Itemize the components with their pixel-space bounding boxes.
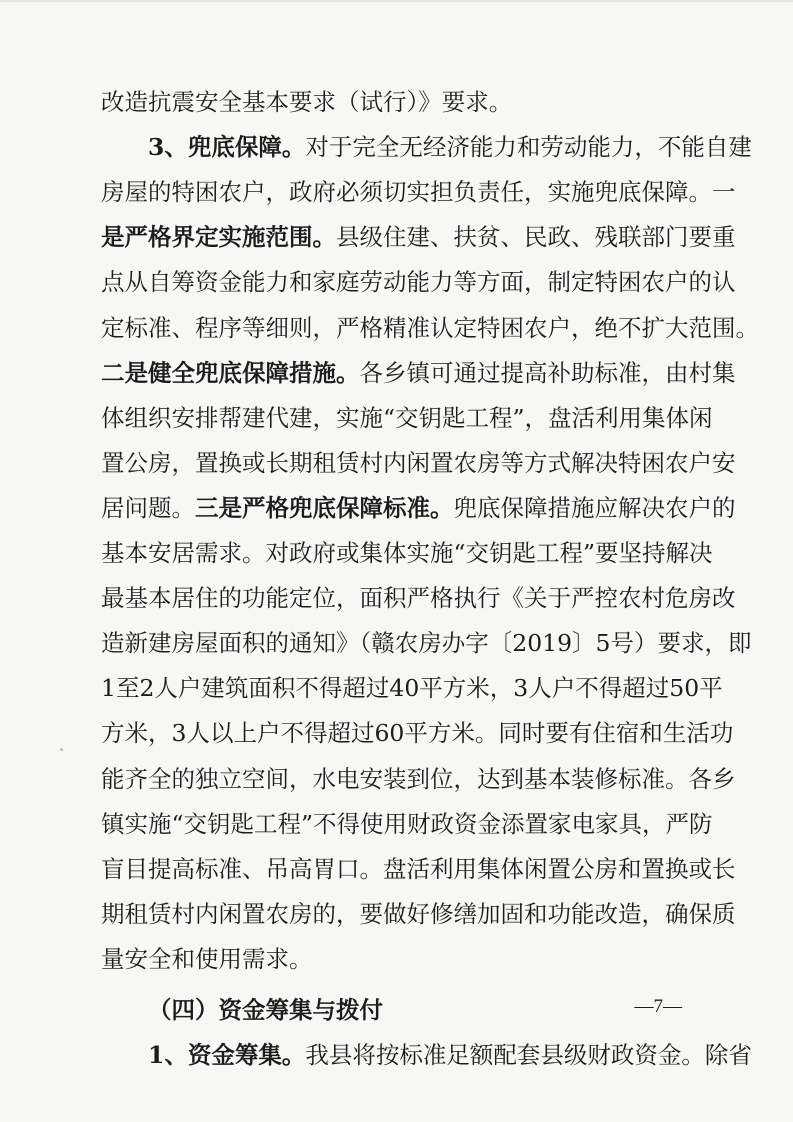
text-segment: 房屋的特困农户，政府必须切实担负责任，实施兜底保障。一 — [101, 178, 736, 206]
text-line — [101, 628, 752, 658]
text-segment: 盲目提高标准、吊高胃口。盘活利用集体闲置公房和置换或长 — [101, 855, 736, 883]
text-segment: 居问题。 — [101, 494, 195, 522]
text-line — [101, 267, 736, 297]
text-line — [101, 854, 736, 884]
text-segment: 各乡镇可通过提高补助标准，由村集 — [359, 359, 736, 387]
bold-text-segment: 1、资金筹集。 — [148, 1041, 306, 1069]
bold-text-segment: 是严格界定实施范围。 — [101, 223, 336, 251]
text-line — [101, 673, 723, 703]
text-segment: 点从自筹资金能力和家庭劳动能力等方面，制定特困农户的认 — [101, 268, 736, 296]
text-segment: 县级住建、扶贫、民政、残联部门要重 — [336, 223, 736, 251]
text-segment: 1至2人户建筑面积不得超过40平方米，3人户不得超过50平 — [101, 674, 723, 702]
text-segment: 基本安居需求。对政府或集体实施“交钥匙工程”要坚持解决 — [101, 539, 713, 567]
text-line — [101, 944, 693, 974]
bold-text-segment: 三是严格兜底保障标准。 — [195, 494, 454, 522]
bold-text-segment: （四）资金筹集与拨付 — [148, 996, 383, 1024]
text-segment: 改造抗震安全基本要求（试行）》要求。 — [101, 88, 513, 116]
text-line — [101, 809, 713, 839]
text-line — [101, 493, 736, 523]
text-segment: 置公房，置换或长期租赁村内闲置农房等方式解决特困农户安 — [101, 449, 736, 477]
scan-speck — [60, 748, 63, 751]
text-segment: 造新建房屋面积的通知》（赣农房办字〔2019〕5号）要求，即 — [101, 629, 752, 657]
text-line — [101, 313, 759, 343]
text-line — [148, 1040, 752, 1070]
text-line — [101, 718, 734, 748]
text-segment: 镇实施“交钥匙工程”不得使用财政资金添置家电家具，严防 — [101, 810, 713, 838]
text-line — [101, 538, 713, 568]
text-line — [148, 132, 752, 162]
text-segment: 期租赁村内闲置农房的，要做好修缮加固和功能改造，确保质 — [101, 900, 736, 928]
scan-edge-top — [0, 0, 793, 2]
page-number: —7— — [634, 996, 682, 1017]
text-segment: 定标准、程序等细则，严格精准认定特困农户，绝不扩大范围。 — [101, 314, 759, 342]
bold-text-segment: 3、兜底保障。 — [148, 133, 306, 161]
text-segment: 体组织安排帮建代建，实施“交钥匙工程”，盘活利用集体闲 — [101, 404, 713, 432]
text-line — [101, 358, 736, 388]
text-segment: 方米，3人以上户不得超过60平方米。同时要有住宿和生活功 — [101, 719, 734, 747]
text-line — [101, 222, 736, 252]
text-line — [101, 899, 736, 929]
text-segment: 我县将按标准足额配套县级财政资金。除省 — [305, 1041, 752, 1069]
text-line — [148, 995, 693, 1025]
text-line — [101, 448, 736, 478]
bold-text-segment: 二是健全兜底保障措施。 — [101, 359, 360, 387]
text-line — [101, 403, 713, 433]
text-segment: 最基本居住的功能定位，面积严格执行《关于严控农村危房改 — [101, 584, 736, 612]
text-line — [101, 177, 736, 207]
text-segment: 兜底保障措施应解决农户的 — [453, 494, 736, 522]
text-line — [101, 87, 693, 117]
text-line — [101, 583, 736, 613]
text-line — [101, 764, 736, 794]
text-segment: 量安全和使用需求。 — [101, 945, 313, 973]
text-segment: 对于完全无经济能力和劳动能力，不能自建 — [305, 133, 752, 161]
text-segment: 能齐全的独立空间，水电安装到位，达到基本装修标准。各乡 — [101, 765, 736, 793]
